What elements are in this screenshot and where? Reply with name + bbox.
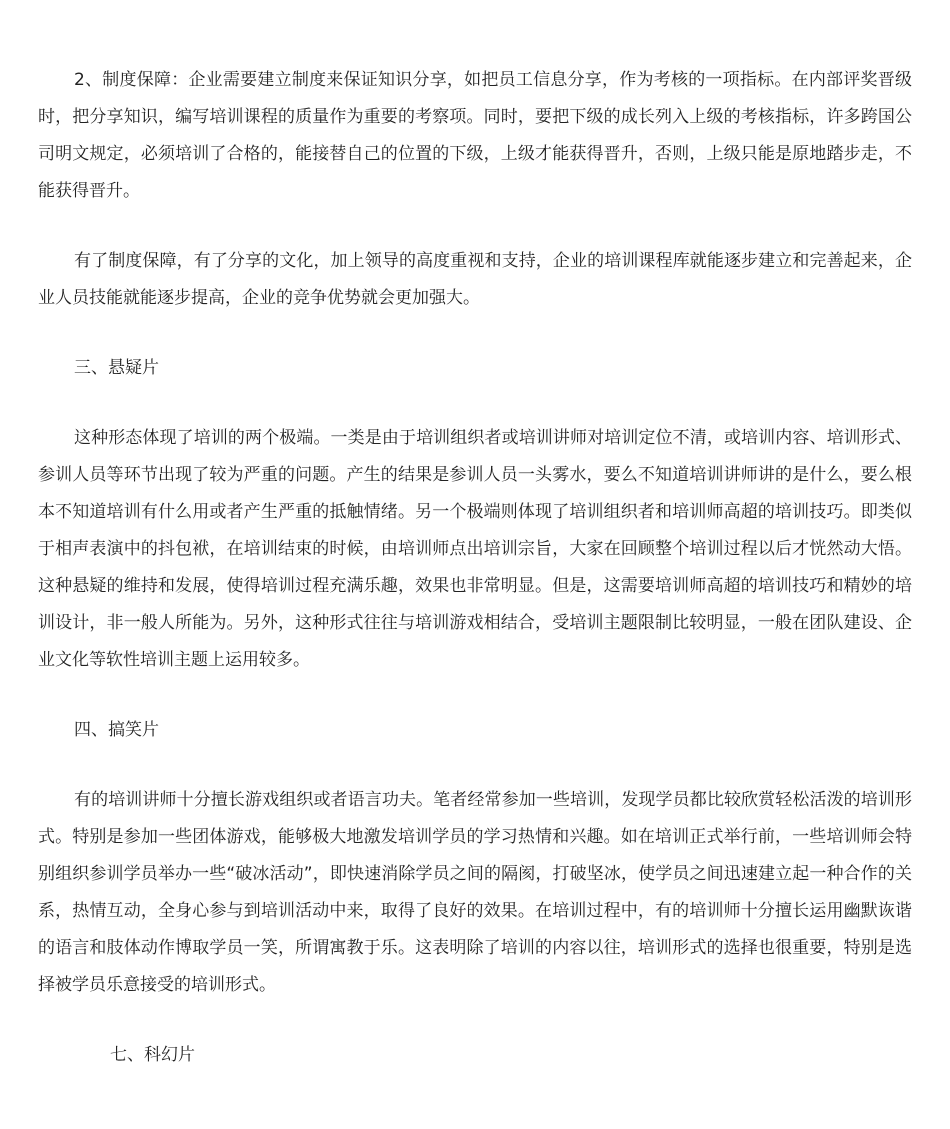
paragraph-system-guarantee: 2、制度保障：企业需要建立制度来保证知识分享，如把员工信息分享，作为考核的一项指标。在内部评奖晋级时，把分享知识，编写培训课程的质量作为重要的考察项。同时，要把下级的成长列入上级的考核指标，许多跨国公司明文规定，必须培训了合格的，能接替自己的位置的下级，上级才能获得晋升，否则，上级只能是原地踏步走，不能获得晋升。: [38, 70, 912, 201]
paragraph-gap: [38, 1004, 912, 1037]
paragraph-gap: [38, 749, 912, 782]
paragraph-suspense: 这种形态体现了培训的两个极端。一类是由于培训组织者或培训讲师对培训定位不清，或培训内容、培训形式、参训人员等环节出现了较为严重的问题。产生的结果是参训人员一头雾水，要么不知道培训讲师讲的是什么，要么根本不知道培训有什么用或者产生严重的抵触情绪。另一个极端则体现了培训组织者和培训师高超的培训技巧。即类似于相声表演中的抖包袱，在培训结束的时候，由培训师点出培训宗旨，大家在回顾整个培训过程以后才恍然动大悟。这种悬疑的维持和发展，使得培训过程充满乐趣，效果也非常明显。但是，这需要培训师高超的培训技巧和精妙的培训设计，非一般人所能为。另外，这种形式往往与培训游戏相结合，受培训主题限制比较明显，一般在团队建设、企业文化等软性培训主题上运用较多。: [38, 428, 912, 670]
paragraph-comedy: 有的培训讲师十分擅长游戏组织或者语言功夫。笔者经常参加一些培训，发现学员都比较欣赏轻松活泼的培训形式。特别是参加一些团体游戏，能够极大地激发培训学员的学习热情和兴趣。如在培训正式举行前，一些培训师会特别组织参训学员举办一些“破冰活动”，即快速消除学员之间的隔阂，打破坚冰，使学员之间迅速建立起一种合作的关系，热情互动，全身心参与到培训活动中来，取得了良好的效果。在培训过程中，有的培训师十分擅长运用幽默诙谐的语言和肢体动作博取学员一笑，所谓寓教于乐。这表明除了培训的内容以往，培训形式的选择也很重要，特别是选择被学员乐意接受的培训形式。: [38, 790, 912, 995]
section-heading-suspense: 三、悬疑片: [74, 358, 159, 378]
section-heading-scifi: 七、科幻片: [110, 1045, 195, 1065]
paragraph-gap: [38, 387, 912, 420]
document-page: [38, 62, 912, 1074]
paragraph-gap: [38, 679, 912, 712]
section-heading-comedy: 四、搞笑片: [74, 720, 159, 740]
paragraph-gap: [38, 210, 912, 243]
paragraph-gap: [38, 317, 912, 350]
paragraph-culture-sharing: 有了制度保障，有了分享的文化，加上领导的高度重视和支持，企业的培训课程库就能逐步建立和完善起来，企业人员技能就能逐步提高，企业的竞争优势就会更加强大。: [38, 251, 912, 308]
